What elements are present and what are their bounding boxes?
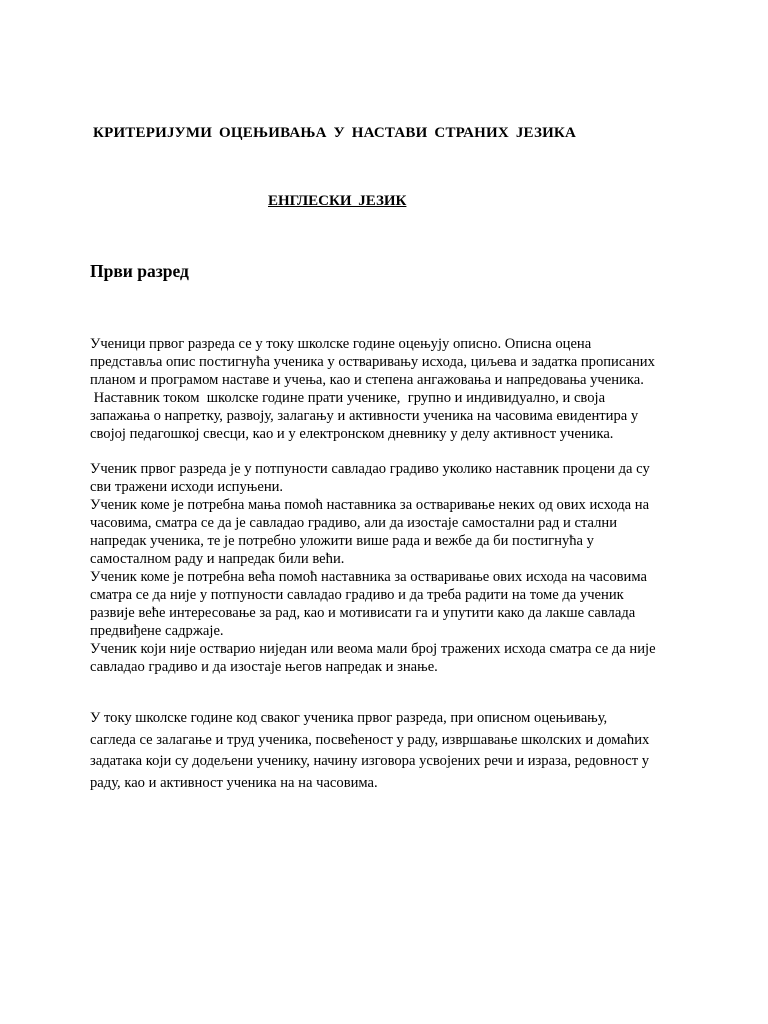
text-line: напредак ученика, те је потребно уложити више рада и вежбе да би постигнућа у <box>90 533 594 549</box>
text-line: сви тражени исходи испуњени. <box>90 479 284 495</box>
text-line: Ученици првог разреда се у току школске године оцењују описно. Описна оцена <box>90 336 592 352</box>
text-line: савладао градиво и да изостаје његов напредак и знање. <box>90 659 438 675</box>
text-line: предвиђене садржаје. <box>90 623 224 639</box>
text-line: запажања о напретку, развоју, залагању и активности ученика на часовима евидентира у <box>90 408 639 424</box>
document-title: КРИТЕРИЈУМИ ОЦЕЊИВАЊА У НАСТАВИ СТРАНИХ ЈЕЗИКА <box>93 125 577 141</box>
text-line: задатака који су додељени ученику, начину изговора усвојених речи и израза, редовност у <box>90 753 650 769</box>
text-line: својој педагошкој свесци, као и у електронском дневнику у делу активност ученика. <box>90 426 614 442</box>
text-line: сматра се да није у потпуности савладао градиво и да треба радити на томе да ученик <box>90 587 624 603</box>
text-line: развије веће интересовање за рад, као и мотивисати га и упутити како да лакше савлада <box>90 605 636 621</box>
text-line: Ученик који није остварио ниједан или веома мали број тражених исхода сматра се да није <box>90 641 656 657</box>
text-line: самосталном раду и напредак били већи. <box>90 551 345 567</box>
text-line: представља опис постигнућа ученика у остваривању исхода, циљева и задатка прописаних <box>90 354 655 370</box>
text-line: Ученик првог разреда је у потпуности савладао градиво уколико наставник процени да су <box>90 461 650 477</box>
text-line: Ученик коме је потребна мања помоћ наставника за остваривање неких од ових исхода на <box>90 497 650 513</box>
paragraph-intro <box>90 335 690 443</box>
text-line: сагледа се залагање и труд ученика, посвећеност у раду, извршавање школских и домаћих <box>90 731 650 748</box>
text-line: Ученик коме је потребна већа помоћ наставника за остваривање ових исхода на часовима <box>90 569 647 585</box>
document-subtitle: ЕНГЛЕСКИ ЈЕЗИК <box>268 193 407 209</box>
text-line: Наставник током школске године прати ученике, групно и индивидуално, и своја <box>90 390 606 406</box>
text-line: У току школске године код сваког ученика првог разреда, при описном оцењивању, <box>90 710 608 726</box>
text-line: раду, као и активност ученика на на часовима. <box>90 774 378 791</box>
text-line: планом и програмом наставе и учења, као и степена ангажовања и напредовања ученика. <box>90 372 644 388</box>
paragraph-assessment <box>90 708 690 794</box>
text-line: часовима, сматра се да је савладао градиво, али да изостаје самостални рад и стални <box>90 515 618 531</box>
grade-heading: Први разред <box>90 261 189 281</box>
paragraph-criteria <box>90 460 690 676</box>
